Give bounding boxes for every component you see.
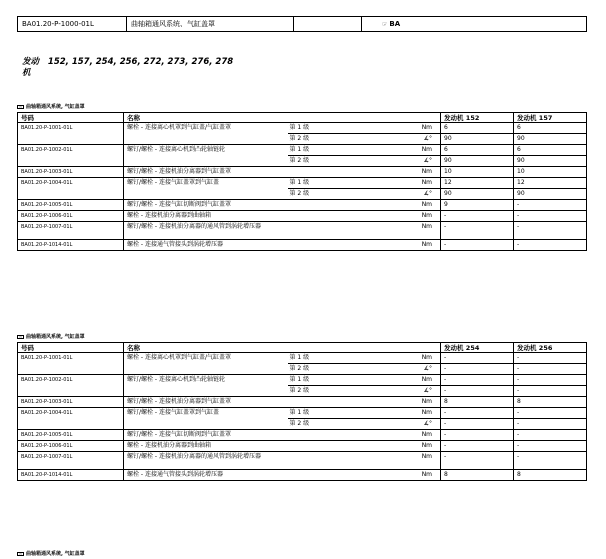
row-value-engine-b: - <box>514 375 587 386</box>
row-name: 螺栓 - 连接离心机罩到气缸盖/气缸盖罩 <box>124 123 288 145</box>
row-value-engine-a: - <box>441 364 514 375</box>
row-unit: Nm <box>330 408 441 419</box>
row-stage <box>288 211 330 222</box>
row-stage: 第 2 级 <box>288 156 330 167</box>
row-unit: ∡° <box>330 386 441 397</box>
row-code: BA01.20-P-1003-01L <box>18 167 124 178</box>
row-value-engine-b: - <box>514 430 587 441</box>
row-value-engine-b: - <box>514 222 587 240</box>
header-empty-cell <box>294 17 362 32</box>
row-name: 螺钉/螺栓 - 连接机油分离器的通风管到涡轮增压器 <box>124 452 288 470</box>
row-stage: 第 2 级 <box>288 364 330 375</box>
table-body <box>18 353 587 481</box>
table-row <box>18 397 587 408</box>
row-stage <box>288 200 330 211</box>
doc-code: BA01.20-P-1000-01L <box>18 17 127 32</box>
table-row <box>18 430 587 441</box>
row-value-engine-a: 8 <box>441 397 514 408</box>
row-unit: ∡° <box>330 364 441 375</box>
row-unit: Nm <box>330 167 441 178</box>
column-header-engine-a: 发动机 152 <box>441 113 514 123</box>
table-row <box>18 145 587 156</box>
table-row <box>18 452 587 470</box>
row-value-engine-a: - <box>441 419 514 430</box>
section-icon: ▭ <box>17 552 24 556</box>
row-value-engine-b: - <box>514 441 587 452</box>
row-code: BA01.20-P-1002-01L <box>18 375 124 397</box>
row-code: BA01.20-P-1003-01L <box>18 397 124 408</box>
row-code: BA01.20-P-1005-01L <box>18 430 124 441</box>
row-name: 螺钉/螺栓 - 连接气缸切断阀到气缸盖罩 <box>124 430 288 441</box>
row-code: BA01.20-P-1007-01L <box>18 222 124 240</box>
row-value-engine-b: 90 <box>514 189 587 200</box>
row-unit: Nm <box>330 200 441 211</box>
row-value-engine-a: 9 <box>441 200 514 211</box>
row-value-engine-b: 8 <box>514 470 587 481</box>
section-title-1 <box>17 103 85 110</box>
row-code: BA01.20-P-1004-01L <box>18 178 124 200</box>
section-title-text: 曲轴箱通风系统, 气缸盖罩 <box>26 551 85 557</box>
row-name: 螺钉/螺栓 - 连接离心机到凸轮轴链轮 <box>124 375 288 397</box>
table-row <box>18 470 587 481</box>
row-value-engine-a: 12 <box>441 178 514 189</box>
table-body <box>18 123 587 251</box>
row-value-engine-a: - <box>441 211 514 222</box>
row-value-engine-a: - <box>441 441 514 452</box>
row-value-engine-b: - <box>514 452 587 470</box>
section-icon: ▭ <box>17 335 24 339</box>
table-row <box>18 353 587 364</box>
table-row <box>18 167 587 178</box>
row-stage <box>288 470 330 481</box>
table-row <box>18 211 587 222</box>
engine-list <box>22 57 282 79</box>
row-code: BA01.20-P-1002-01L <box>18 145 124 167</box>
torque-table-2 <box>17 342 587 481</box>
document-link-icon: ☞ <box>382 21 388 28</box>
row-value-engine-a: - <box>441 375 514 386</box>
row-stage: 第 1 级 <box>288 353 330 364</box>
row-name: 螺栓 - 连接离心机罩到气缸盖/气缸盖罩 <box>124 353 288 375</box>
row-value-engine-a: - <box>441 222 514 240</box>
row-code: BA01.20-P-1005-01L <box>18 200 124 211</box>
row-value-engine-a: - <box>441 386 514 397</box>
section-title-text: 曲轴箱通风系统, 气缸盖罩 <box>26 334 85 340</box>
row-value-engine-b: - <box>514 240 587 251</box>
row-stage <box>288 222 330 240</box>
section-title-3 <box>17 550 85 557</box>
column-header-name: 名称 <box>124 113 441 123</box>
row-name: 螺钉/螺栓 - 连接气缸切断阀到气缸盖罩 <box>124 200 288 211</box>
row-code: BA01.20-P-1006-01L <box>18 441 124 452</box>
row-value-engine-b: 8 <box>514 397 587 408</box>
row-name: 螺栓 - 连接机油分离器到曲轴箱 <box>124 211 288 222</box>
column-header-name: 名称 <box>124 343 441 353</box>
row-stage <box>288 240 330 251</box>
row-name: 螺栓 - 连接机油分离器到曲轴箱 <box>124 441 288 452</box>
row-unit: Nm <box>330 353 441 364</box>
row-name: 螺栓 - 连接通气管接头到涡轮增压器 <box>124 470 288 481</box>
row-value-engine-a: 10 <box>441 167 514 178</box>
row-value-engine-b: - <box>514 353 587 364</box>
row-value-engine-b: - <box>514 419 587 430</box>
row-stage <box>288 452 330 470</box>
row-value-engine-b: 90 <box>514 156 587 167</box>
row-stage: 第 1 级 <box>288 178 330 189</box>
row-stage: 第 2 级 <box>288 386 330 397</box>
row-value-engine-a: - <box>441 452 514 470</box>
row-value-engine-b: - <box>514 386 587 397</box>
row-value-engine-b: - <box>514 211 587 222</box>
engine-word: 发动 <box>22 57 40 67</box>
row-unit: Nm <box>330 240 441 251</box>
row-stage: 第 2 级 <box>288 189 330 200</box>
row-value-engine-a: 90 <box>441 189 514 200</box>
row-unit: Nm <box>330 178 441 189</box>
row-unit: ∡° <box>330 156 441 167</box>
section-icon: ▭ <box>17 105 24 109</box>
torque-table-1 <box>17 112 587 251</box>
row-value-engine-b: 6 <box>514 123 587 134</box>
engine-word-2: 机 <box>22 68 31 78</box>
row-unit: ∡° <box>330 419 441 430</box>
row-value-engine-b: 10 <box>514 167 587 178</box>
column-header-code: 号码 <box>18 343 124 353</box>
doc-type <box>362 17 587 32</box>
row-stage: 第 1 级 <box>288 145 330 156</box>
row-code: BA01.20-P-1014-01L <box>18 470 124 481</box>
row-unit: Nm <box>330 222 441 240</box>
row-value-engine-a: - <box>441 408 514 419</box>
row-code: BA01.20-P-1001-01L <box>18 353 124 375</box>
row-name: 螺栓 - 连接通气管接头到涡轮增压器 <box>124 240 288 251</box>
row-stage: 第 1 级 <box>288 408 330 419</box>
row-name: 螺钉/螺栓 - 连接气缸盖罩到气缸盖 <box>124 408 288 430</box>
row-value-engine-a: 8 <box>441 470 514 481</box>
row-unit: Nm <box>330 145 441 156</box>
row-value-engine-a: 6 <box>441 145 514 156</box>
row-value-engine-a: 6 <box>441 123 514 134</box>
row-unit: Nm <box>330 397 441 408</box>
row-unit: Nm <box>330 441 441 452</box>
column-header-engine-a: 发动机 254 <box>441 343 514 353</box>
row-value-engine-b: 90 <box>514 134 587 145</box>
doc-type-label: BA <box>389 20 401 28</box>
table-row <box>18 178 587 189</box>
row-code: BA01.20-P-1007-01L <box>18 452 124 470</box>
row-value-engine-a: 90 <box>441 156 514 167</box>
row-value-engine-b: 6 <box>514 145 587 156</box>
table-row <box>18 222 587 240</box>
row-value-engine-b: - <box>514 364 587 375</box>
row-stage <box>288 430 330 441</box>
table-row <box>18 240 587 251</box>
row-code: BA01.20-P-1006-01L <box>18 211 124 222</box>
row-unit: Nm <box>330 211 441 222</box>
column-header-engine-b: 发动机 256 <box>514 343 587 353</box>
row-value-engine-a: 90 <box>441 134 514 145</box>
row-value-engine-b: - <box>514 200 587 211</box>
document-header <box>17 16 587 32</box>
row-value-engine-a: - <box>441 240 514 251</box>
row-stage <box>288 167 330 178</box>
section-title-text: 曲轴箱通风系统, 气缸盖罩 <box>26 104 85 110</box>
table-row <box>18 123 587 134</box>
row-code: BA01.20-P-1001-01L <box>18 123 124 145</box>
row-stage <box>288 441 330 452</box>
row-stage: 第 1 级 <box>288 375 330 386</box>
column-header-engine-b: 发动机 157 <box>514 113 587 123</box>
table-row <box>18 375 587 386</box>
row-unit: Nm <box>330 452 441 470</box>
row-stage <box>288 397 330 408</box>
engine-numbers: 152, 157, 254, 256, 272, 273, 276, 278 <box>47 57 234 67</box>
table-row <box>18 408 587 419</box>
row-value-engine-b: 12 <box>514 178 587 189</box>
row-stage: 第 2 级 <box>288 134 330 145</box>
row-name: 螺钉/螺栓 - 连接机油分离器到气缸盖罩 <box>124 167 288 178</box>
row-unit: ∡° <box>330 189 441 200</box>
row-name: 螺钉/螺栓 - 连接机油分离器到气缸盖罩 <box>124 397 288 408</box>
row-unit: Nm <box>330 375 441 386</box>
row-name: 螺钉/螺栓 - 连接机油分离器的通风管到涡轮增压器 <box>124 222 288 240</box>
table-row <box>18 200 587 211</box>
row-value-engine-a: - <box>441 353 514 364</box>
row-unit: Nm <box>330 470 441 481</box>
row-name: 螺钉/螺栓 - 连接离心机到凸轮轴链轮 <box>124 145 288 167</box>
doc-title: 曲轴箱通风系统、气缸盖罩 <box>127 17 294 32</box>
column-header-code: 号码 <box>18 113 124 123</box>
row-unit: Nm <box>330 430 441 441</box>
row-unit: ∡° <box>330 134 441 145</box>
row-stage: 第 1 级 <box>288 123 330 134</box>
row-code: BA01.20-P-1014-01L <box>18 240 124 251</box>
table-row <box>18 441 587 452</box>
row-unit: Nm <box>330 123 441 134</box>
section-title-2 <box>17 333 85 340</box>
row-code: BA01.20-P-1004-01L <box>18 408 124 430</box>
row-value-engine-b: - <box>514 408 587 419</box>
row-stage: 第 2 级 <box>288 419 330 430</box>
row-value-engine-a: - <box>441 430 514 441</box>
row-name: 螺钉/螺栓 - 连接气缸盖罩到气缸盖 <box>124 178 288 200</box>
